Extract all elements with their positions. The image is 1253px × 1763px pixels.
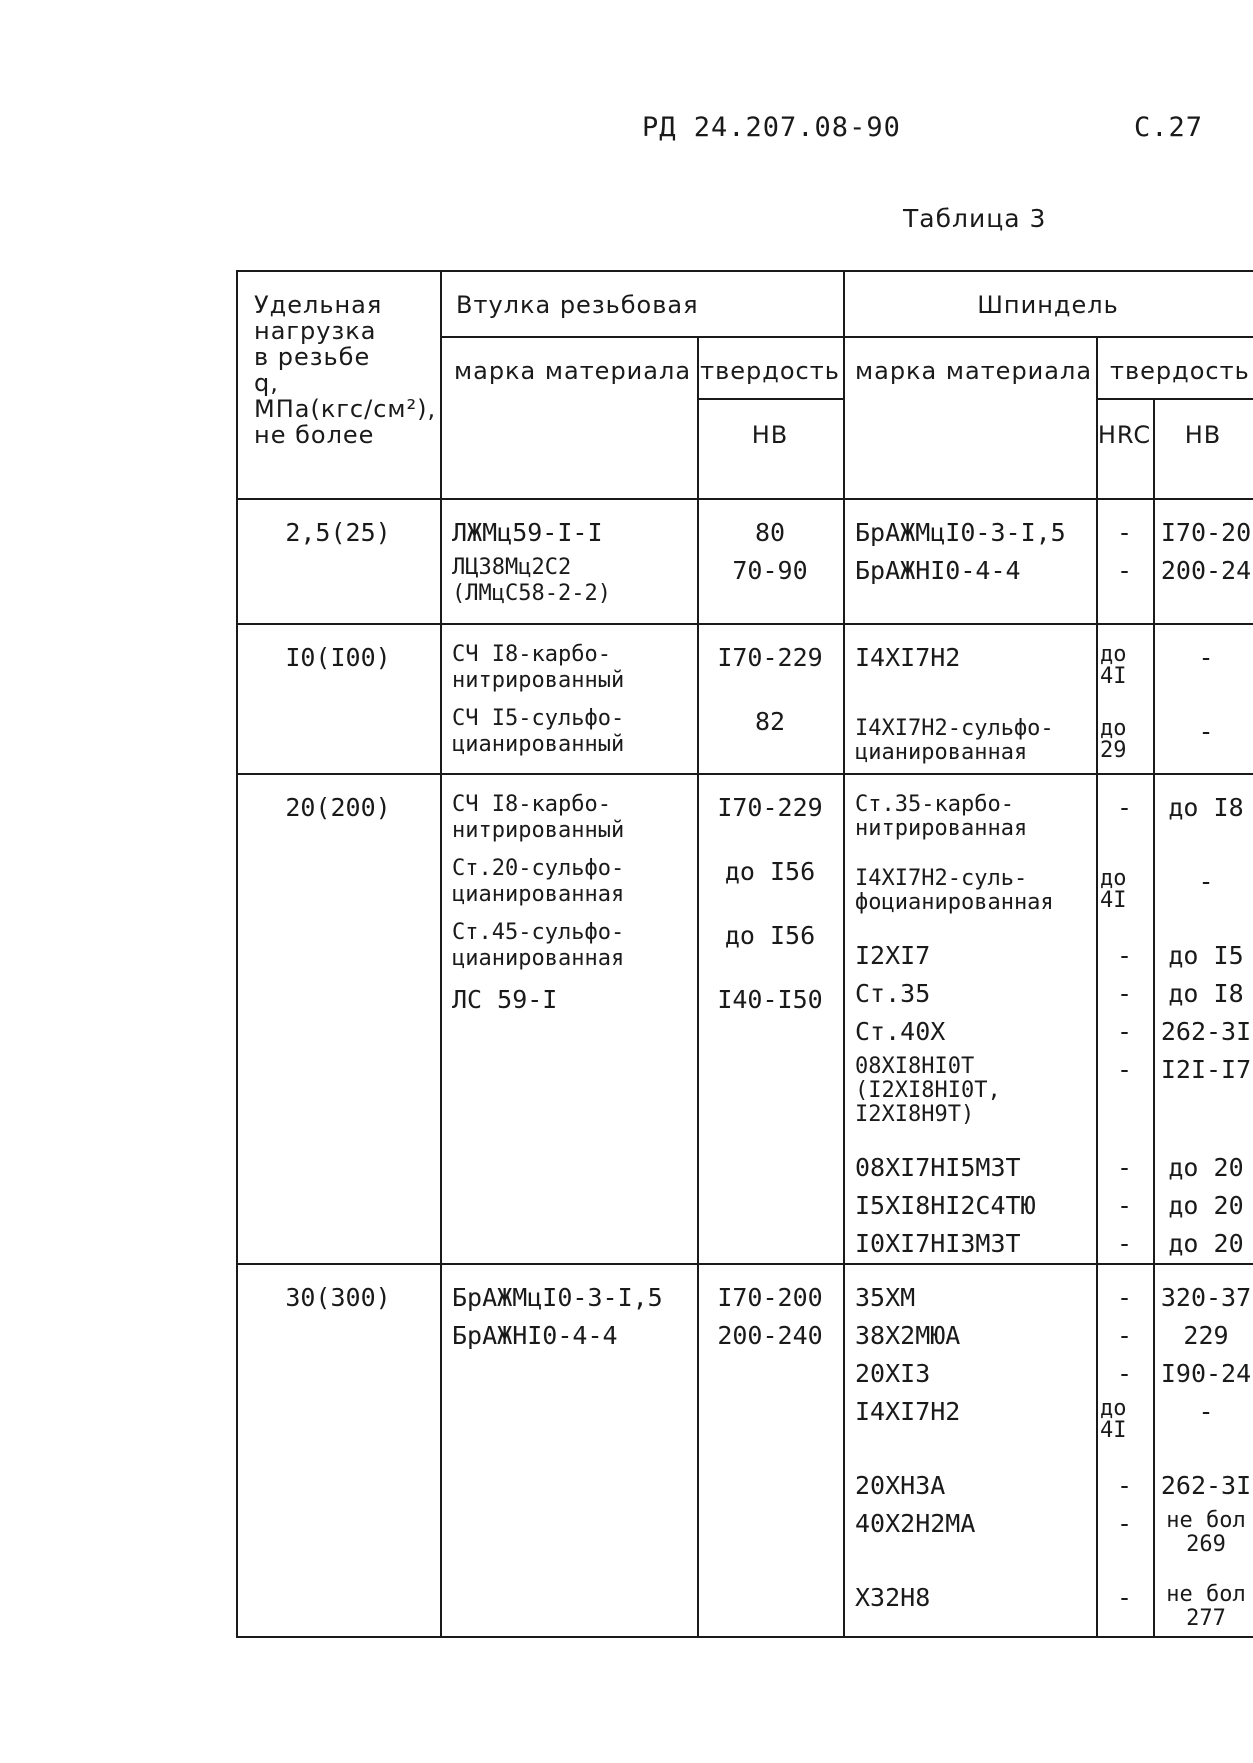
bushing-material: ЛС 59-I [452, 985, 558, 1014]
load-value: 20(200) [285, 793, 391, 822]
row-rule-3 [236, 1263, 1253, 1265]
bushing-material: БрАЖНI0-4-4 [452, 1321, 618, 1350]
header-bushing-hardness: твердость [700, 357, 840, 385]
load-value: I0(I00) [285, 643, 391, 672]
spindle-hb: 320-37 [1160, 1283, 1252, 1312]
bushing-hb: I70-229 [717, 793, 823, 822]
header-bushing-material: марка материала [454, 357, 692, 385]
header-spindle-hb: НВ [1184, 421, 1222, 449]
spindle-material: Ст.40X [855, 1017, 946, 1046]
bushing-material: цианированная [452, 946, 625, 971]
bushing-material: цианированная [452, 882, 625, 907]
spindle-hrc: - [1116, 941, 1133, 970]
col-rule-spindle-hb [1153, 398, 1155, 1636]
bushing-hb: I40-I50 [717, 985, 823, 1014]
bushing-material: СЧ I5-сульфо- [452, 706, 625, 731]
bushing-hb: до I56 [724, 857, 816, 886]
spindle-hrc: - [1116, 1359, 1133, 1388]
spindle-hrc: - [1116, 556, 1133, 585]
bushing-hb: 80 [754, 518, 786, 547]
col-rule-1 [440, 270, 442, 1636]
spindle-material: фоцианированная [855, 890, 1054, 915]
spindle-hb: 262-3I [1160, 1017, 1252, 1046]
spindle-material: I5XI8HI2C4TЮ [855, 1191, 1036, 1220]
subheader-rule [440, 336, 1253, 338]
bushing-material: (ЛМцС58-2-2) [452, 581, 611, 606]
spindle-hrc: 29 [1100, 738, 1127, 763]
spindle-material: 20XI3 [855, 1359, 931, 1388]
col-rule-2 [843, 270, 845, 1636]
spindle-hrc: - [1116, 1583, 1133, 1612]
spindle-material: 38X2MЮA [855, 1321, 961, 1350]
header-bushing-hb: НВ [751, 421, 789, 449]
spindle-hrc: - [1116, 1153, 1133, 1182]
spindle-material: 08XI8HI0T [855, 1054, 975, 1079]
spindle-hrc: - [1116, 518, 1133, 547]
page-number: С.27 [1134, 112, 1204, 143]
bushing-material: нитрированный [452, 818, 625, 843]
col-rule-0 [236, 270, 238, 1636]
spindle-hrc: 4I [1100, 664, 1127, 689]
header-load-line: Удельная [254, 291, 383, 319]
bushing-material: Ст.45-сульфо- [452, 920, 625, 945]
spindle-hb: 262-3I [1160, 1471, 1252, 1500]
spindle-hrc: 4I [1100, 888, 1127, 913]
spindle-hrc: - [1116, 1509, 1133, 1538]
bushing-material: ЛЖМц59-I-I [452, 518, 603, 547]
bushing-material: ЛЦ38Мц2С2 [452, 555, 572, 580]
spindle-hrc: - [1116, 1017, 1133, 1046]
spindle-hrc: 4I [1100, 1418, 1127, 1443]
bushing-hb: 70-90 [732, 556, 808, 585]
bushing-hb: до I56 [724, 921, 816, 950]
spindle-hb: не бол [1166, 1582, 1246, 1607]
spindle-hb: 229 [1183, 1321, 1229, 1350]
spindle-material: 08XI7HI5M3T [855, 1153, 1021, 1182]
spindle-material: 20XH3A [855, 1471, 946, 1500]
spindle-hrc: - [1116, 1283, 1133, 1312]
spindle-material: I0XI7HI3M3T [855, 1229, 1021, 1258]
spindle-material: I4XI7H2-суль- [855, 866, 1028, 891]
spindle-hb: - [1198, 717, 1214, 746]
spindle-material: X32H8 [855, 1583, 931, 1612]
bushing-material: цианированный [452, 732, 625, 757]
spindle-material: I4XI7H2-сульфо- [855, 716, 1054, 741]
spindle-hrc: до [1100, 866, 1127, 891]
document-code: РД 24.207.08-90 [642, 112, 901, 143]
header-spindle: Шпиндель [977, 291, 1119, 319]
spindle-hb: I2I-I7 [1160, 1055, 1252, 1084]
spindle-hb: 269 [1186, 1532, 1226, 1557]
spindle-hardness-subrule [1096, 398, 1253, 400]
bushing-material: СЧ I8-карбо- [452, 642, 611, 667]
spindle-material: БрАЖНI0-4-4 [855, 556, 1021, 585]
spindle-hb: до 20 [1168, 1191, 1244, 1220]
spindle-material: I4XI7H2 [855, 1397, 961, 1426]
bushing-hb: I70-229 [717, 643, 823, 672]
table-top-rule [236, 270, 1253, 272]
table-caption: Таблица 3 [903, 204, 1047, 233]
load-value: 2,5(25) [285, 518, 391, 547]
spindle-hrc: - [1116, 793, 1133, 822]
spindle-hb: - [1198, 1397, 1214, 1426]
spindle-hb: - [1198, 643, 1214, 672]
row-rule-0 [236, 498, 1253, 500]
row-rule-1 [236, 623, 1253, 625]
header-spindle-hardness: твердость [1110, 357, 1250, 385]
bushing-material: Ст.20-сульфо- [452, 856, 625, 881]
spindle-hb: до I5 [1168, 941, 1244, 970]
row-rule-4 [236, 1636, 1253, 1638]
bushing-hb: 82 [754, 707, 786, 736]
spindle-material: (I2XI8HI0T, [855, 1078, 1001, 1103]
header-load-line: в резьбе [254, 343, 371, 371]
hardness-subrule [697, 398, 843, 400]
bushing-material: БрАЖМцI0-3-I,5 [452, 1283, 663, 1312]
spindle-material: БрАЖМцI0-3-I,5 [855, 518, 1066, 547]
spindle-hb: не бол [1166, 1508, 1246, 1533]
bushing-material: нитрированный [452, 668, 625, 693]
spindle-hb: I90-24 [1160, 1359, 1252, 1388]
bushing-hb: I70-200 [717, 1283, 823, 1312]
bushing-material: СЧ I8-карбо- [452, 792, 611, 817]
header-spindle-hrc: HRC [1097, 421, 1152, 449]
spindle-hrc: до [1100, 642, 1127, 667]
spindle-material: I2XI7 [855, 941, 931, 970]
spindle-hrc: - [1116, 979, 1133, 1008]
spindle-material: I2XI8H9T) [855, 1102, 975, 1127]
header-load-line: МПа(кгс/см²), [254, 395, 437, 423]
spindle-hrc: - [1116, 1229, 1133, 1258]
spindle-material: I4XI7H2 [855, 643, 961, 672]
header-spindle-material: марка материала [855, 357, 1093, 385]
spindle-material: Ст.35 [855, 979, 931, 1008]
spindle-material: 35XM [855, 1283, 916, 1312]
spindle-hb: - [1198, 867, 1214, 896]
spindle-material: Ст.35-карбо- [855, 792, 1014, 817]
spindle-hb: I70-20 [1160, 518, 1252, 547]
spindle-hb: до 20 [1168, 1153, 1244, 1182]
spindle-hrc: - [1116, 1055, 1133, 1084]
header-load-line: не более [254, 421, 375, 449]
spindle-hb: 200-24 [1160, 556, 1252, 585]
spindle-material: 40X2H2MA [855, 1509, 976, 1538]
spindle-hrc: до [1100, 1396, 1127, 1421]
spindle-hb: 277 [1186, 1606, 1226, 1631]
header-load-line: q, [254, 369, 279, 397]
spindle-hrc: до [1100, 716, 1127, 741]
spindle-hb: до I8 [1168, 793, 1244, 822]
spindle-hb: до 20 [1168, 1229, 1244, 1258]
spindle-hrc: - [1116, 1321, 1133, 1350]
header-load-line: нагрузка [254, 317, 377, 345]
header-bushing: Втулка резьбовая [456, 291, 699, 319]
spindle-material: нитрированная [855, 816, 1028, 841]
load-value: 30(300) [285, 1283, 391, 1312]
spindle-hb: до I8 [1168, 979, 1244, 1008]
row-rule-2 [236, 773, 1253, 775]
bushing-hb: 200-240 [717, 1321, 823, 1350]
spindle-hrc: - [1116, 1471, 1133, 1500]
spindle-material: цианированная [855, 740, 1028, 765]
spindle-hrc: - [1116, 1191, 1133, 1220]
